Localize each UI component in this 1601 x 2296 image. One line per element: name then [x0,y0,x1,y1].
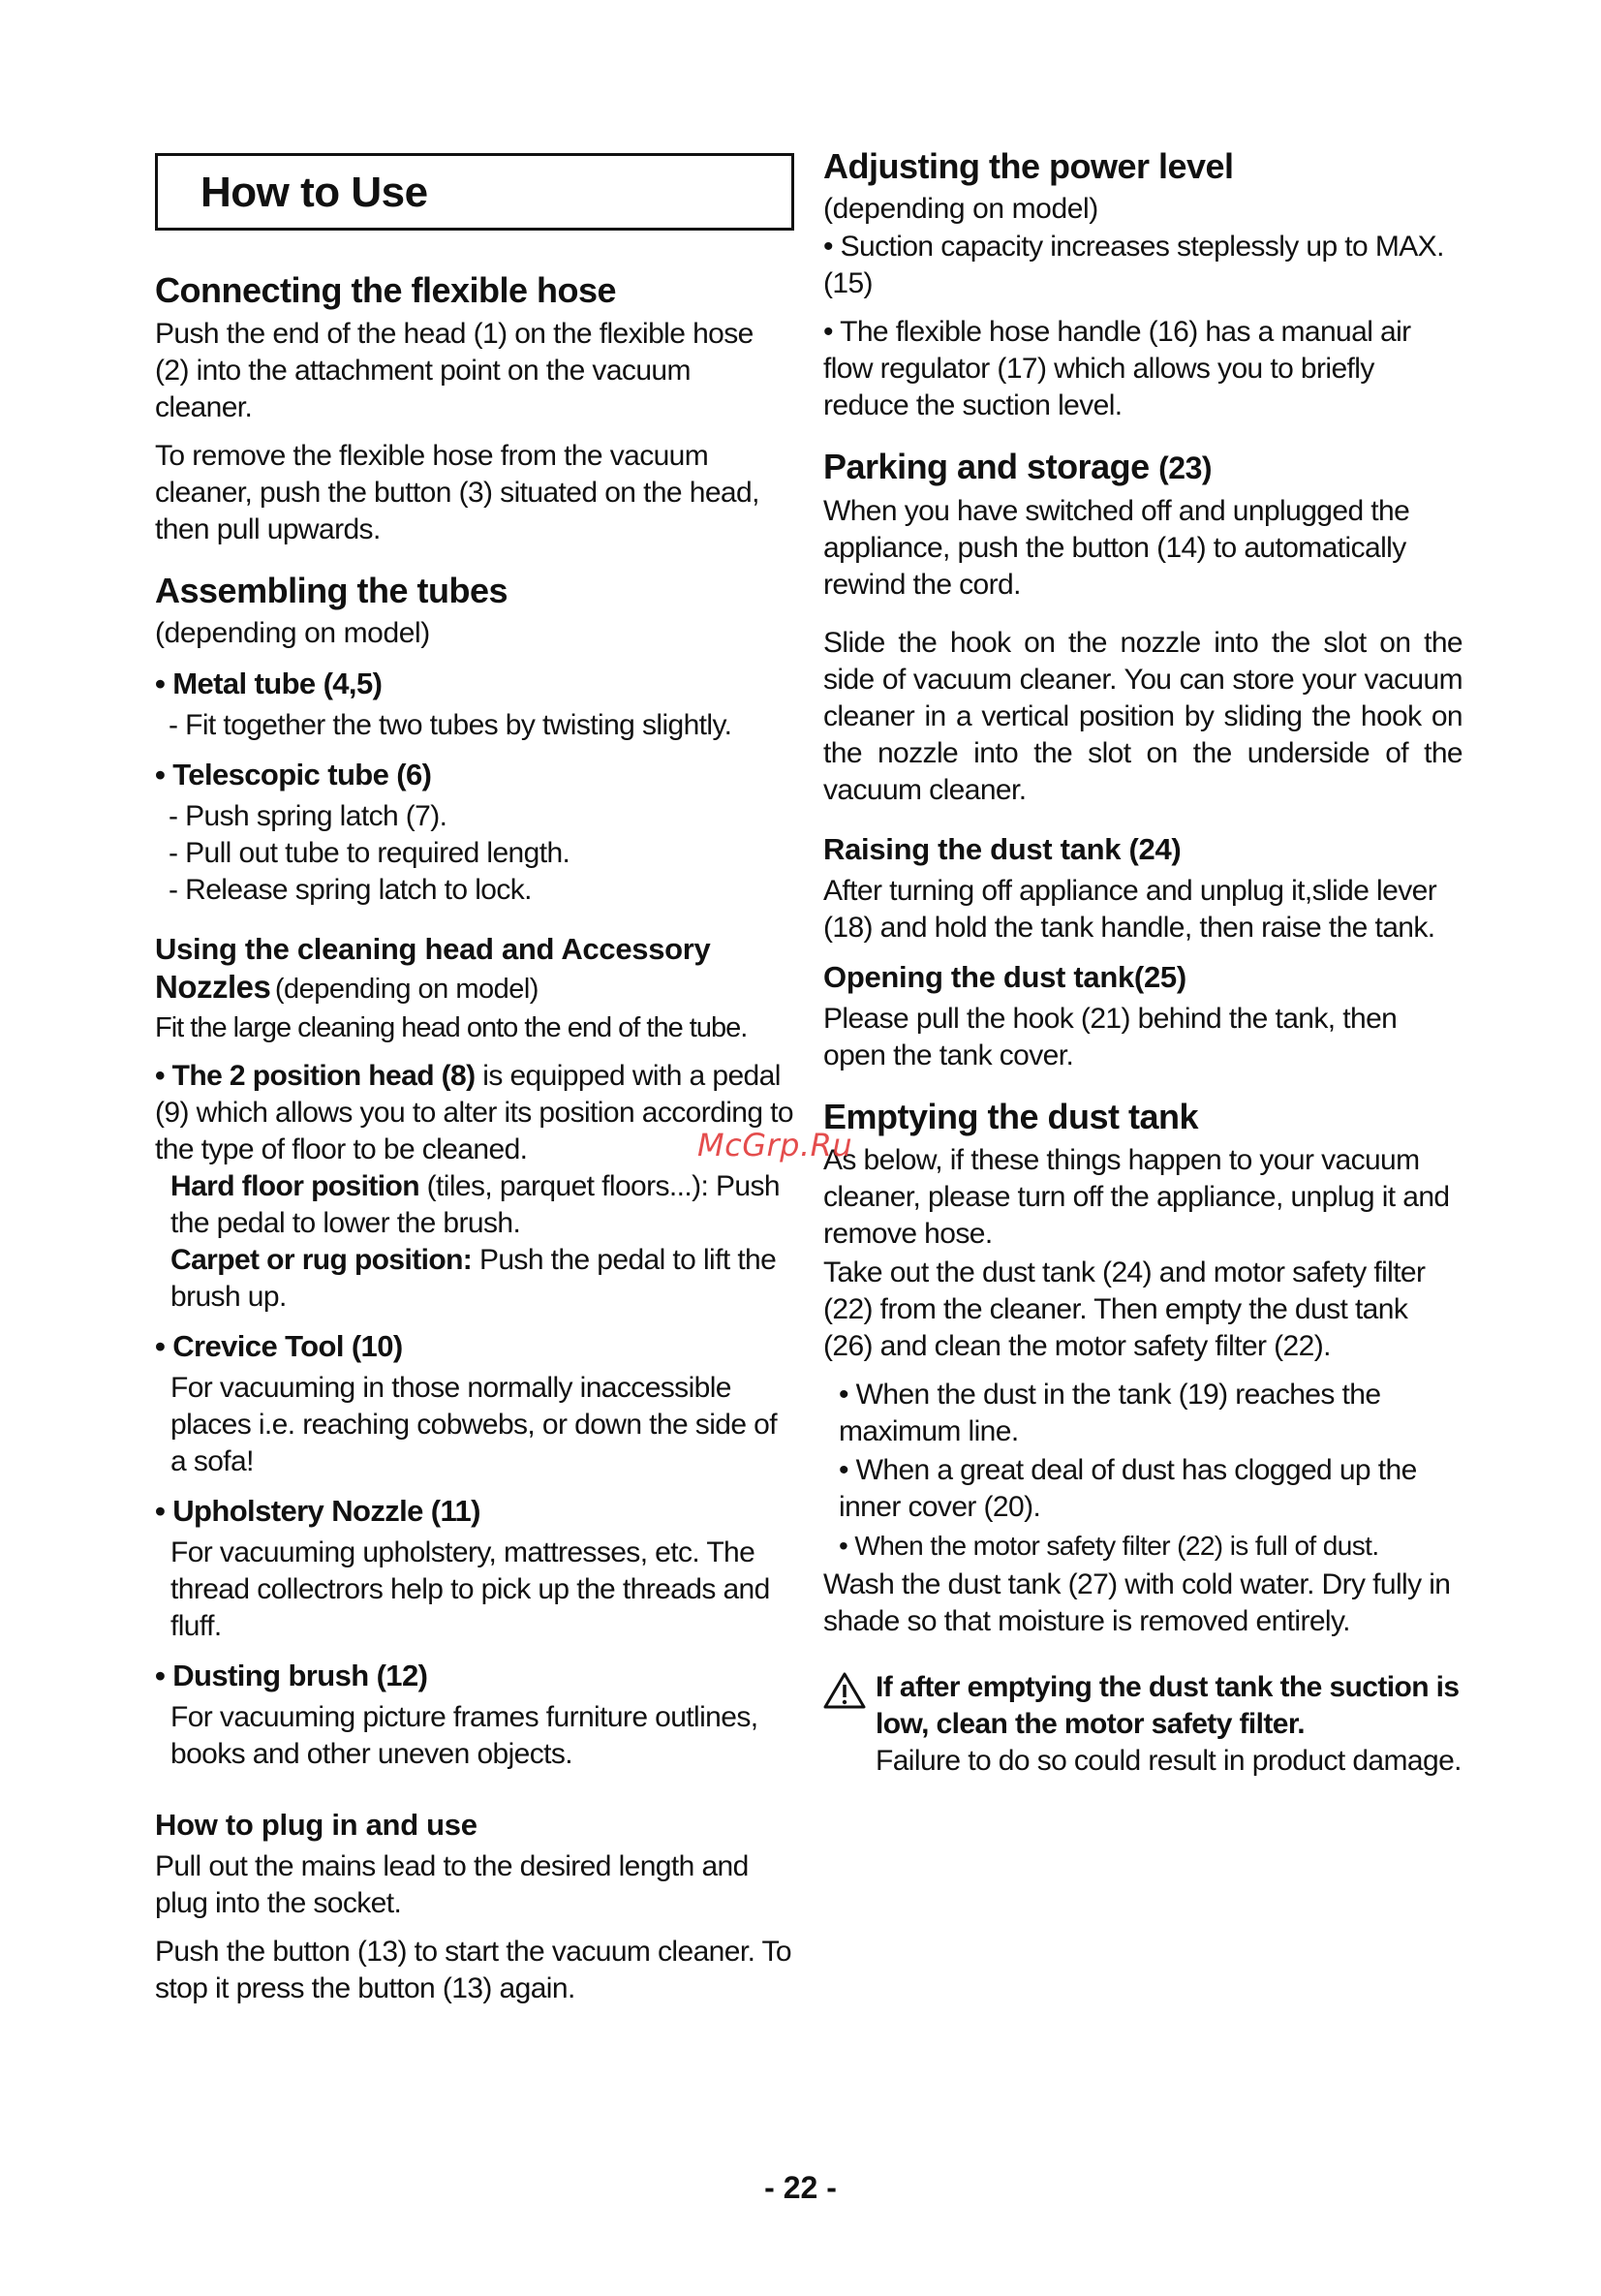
warning-note [823,1669,1462,1780]
left-column [155,145,794,2019]
paragraph: When you have switched off and unplugged the appliance, push the button (14) to automatically rewind the cord. [823,495,1410,601]
section-parking-storage [823,446,1462,809]
bullet-item: • When a great deal of dust has clogged up the inner cover (20). [839,1454,1417,1523]
section-heading: Using the cleaning head and Accessory [155,932,711,966]
telescopic-tube-title: • Telescopic tube (6) [155,758,432,791]
section-subtitle: (depending on model) [823,193,1098,225]
intro-text: Fit the large cleaning head onto the end of the tube. [155,1012,748,1043]
warning-bold-text: If after emptying the dust tank the suction is low, clean the motor safety filter. [876,1671,1460,1740]
paragraph: As below, if these things happen to your vacuum cleaner, please turn off the appliance, unplug it and remove hose. [823,1144,1450,1250]
two-position-head-item: • The 2 position head (8) is equipped with a pedal (9) which allows you to alter its position according to the type of floor to be cleaned. Hard floor position (tiles, parquet floors...): Push the pedal to lower the brush. Carpet or rug position: Push the pedal to lift the brush up. [155,1058,794,1316]
section-heading: Assembling the tubes [155,571,508,610]
section-heading: Raising the dust tank (24) [823,832,1182,866]
page-title: How to Use [155,153,794,231]
section-power-level [823,145,1462,424]
section-subtitle: (depending on model) [155,617,430,649]
section-opening-dust-tank [823,958,1462,1074]
section-emptying-dust-tank [823,1096,1462,1640]
crevice-tool-text: For vacuuming in those normally inaccessible places i.e. reaching cobwebs, or down the side of a sofa! [170,1372,777,1477]
dusting-brush-title: • Dusting brush (12) [155,1659,428,1692]
section-accessory-nozzles [155,930,794,1773]
carpet-item: Carpet or rug position: Push the pedal to lift the brush up. [170,1244,777,1313]
section-heading: Opening the dust tank(25) [823,960,1186,994]
telescopic-tube-step: - Release spring latch to lock. [169,874,532,906]
paragraph: To remove the flexible hose from the vacuum cleaner, push the button (3) situated on the head, then pull upwards. [155,440,759,545]
paragraph: Push the end of the head (1) on the flexible hose (2) into the attachment point on the vacuum cleaner. [155,318,754,423]
bullet-item: • When the motor safety filter (22) is full of dust. [839,1531,1379,1561]
paragraph: Take out the dust tank (24) and motor safety filter (22) from the cleaner. Then empty the dust tank (26) and clean the motor safety filter (22). [823,1257,1426,1362]
bullet-item: • When the dust in the tank (19) reaches the maximum line. [839,1379,1381,1447]
telescopic-tube-step: - Push spring latch (7). [169,800,447,832]
paragraph: After turning off appliance and unplug it,slide lever (18) and hold the tank handle, then raise the tank. [823,875,1437,944]
paragraph: Slide the hook on the nozzle into the slot on the side of vacuum cleaner. You can store your vacuum cleaner in a vertical position by sliding the hook on the nozzle into the slot on the underside of the vacuum cleaner. [823,627,1462,806]
section-heading: Adjusting the power level [823,146,1234,186]
section-heading-line2: Nozzles (depending on model) [155,969,539,1005]
watermark: McGrp.Ru [697,1127,853,1164]
page-number: - 22 - [764,2170,837,2205]
warning-text: Failure to do so could result in product damage. [876,1745,1462,1777]
crevice-tool-title: • Crevice Tool (10) [155,1329,403,1363]
warning-triangle-icon [823,1669,866,1780]
section-heading: Parking and storage (23) [823,447,1213,486]
paragraph: Wash the dust tank (27) with cold water. Dry fully in shade so that moisture is removed entirely. [823,1568,1451,1637]
bullet-item: • The flexible hose handle (16) has a manual air flow regulator (17) which allows you to briefly reduce the suction level. [823,316,1411,421]
upholstery-nozzle-title: • Upholstery Nozzle (11) [155,1494,480,1528]
metal-tube-title: • Metal tube (4,5) [155,667,383,700]
paragraph: Pull out the mains lead to the desired length and plug into the socket. [155,1850,749,1919]
metal-tube-step: - Fit together the two tubes by twisting slightly. [169,709,732,741]
section-heading: Connecting the flexible hose [155,270,617,310]
section-assembling-tubes [155,570,794,909]
section-connecting-hose [155,269,794,548]
bullet-item: • Suction capacity increases steplessly up to MAX.(15) [823,231,1444,299]
upholstery-nozzle-text: For vacuuming upholstery, mattresses, etc. The thread collectrors help to pick up the threads and fluff. [170,1536,770,1642]
telescopic-tube-step: - Pull out tube to required length. [169,837,570,869]
dusting-brush-text: For vacuuming picture frames furniture outlines, books and other uneven objects. [170,1701,758,1770]
section-plug-and-use [155,1806,794,2007]
hard-floor-item: Hard floor position (tiles, parquet floors...): Push the pedal to lower the brush. [170,1170,780,1239]
section-raising-dust-tank [823,830,1462,946]
paragraph: Push the button (13) to start the vacuum cleaner. To stop it press the button (13) again. [155,1936,791,2004]
paragraph: Please pull the hook (21) behind the tank, then open the tank cover. [823,1003,1398,1071]
section-heading: Emptying the dust tank [823,1097,1199,1136]
right-column [823,145,1462,1780]
section-heading: How to plug in and use [155,1808,477,1842]
